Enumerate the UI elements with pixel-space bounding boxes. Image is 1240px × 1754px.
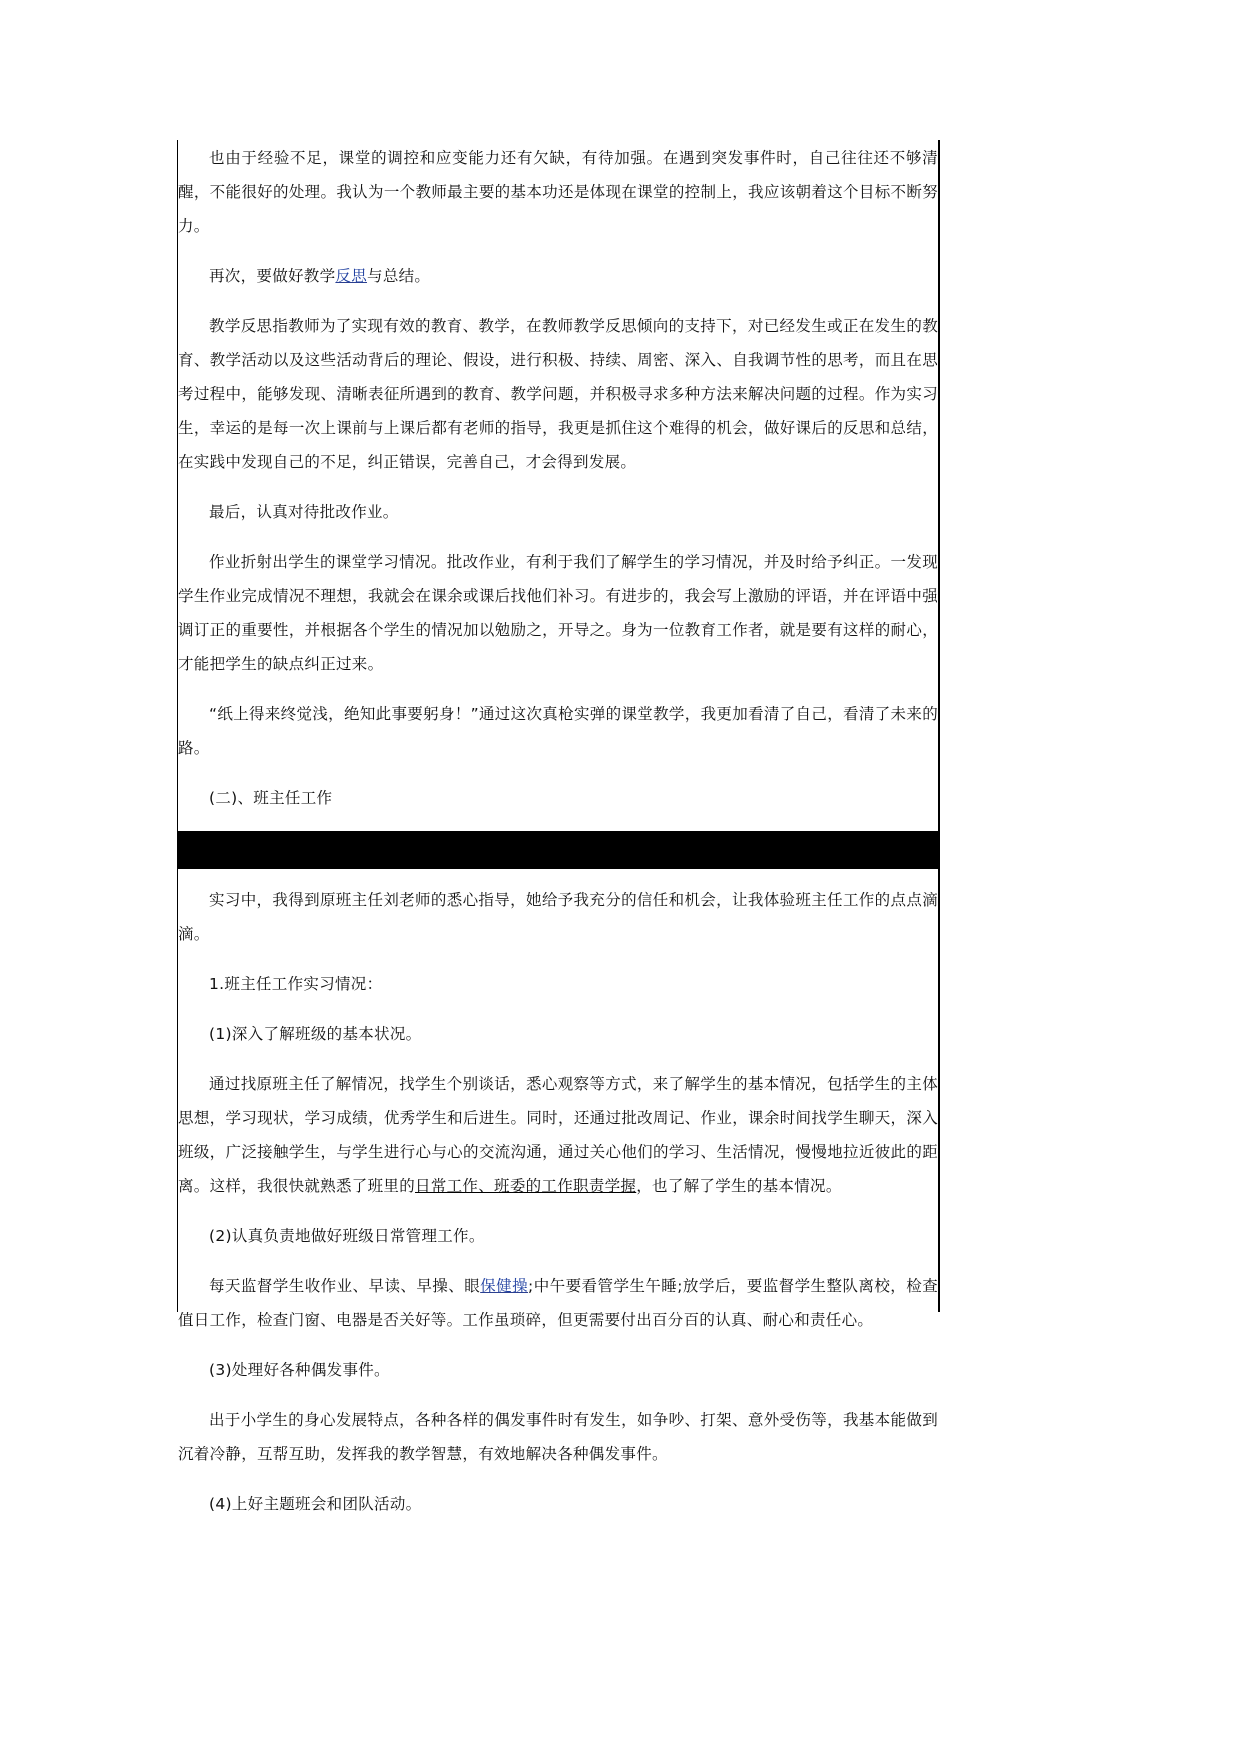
list-item-2: (2)认真负责地做好班级日常管理工作。 <box>209 1227 485 1245</box>
paragraph-15: 出于小学生的身心发展特点，各种各样的偶发事件时有发生，如争吵、打架、意外受伤等，我基本能做到沉着冷静，互帮互助，发挥我的教学智慧，有效地解决各种偶发事件。 <box>178 1411 938 1463</box>
list-item-4: (4)上好主题班会和团队活动。 <box>209 1495 422 1513</box>
section-heading-class-teacher-work: (二)、班主任工作 <box>209 789 333 807</box>
inline-underline: 日常工作、班委的工作职责学握 <box>415 1177 637 1195</box>
paragraph-13: 每天监督学生收作业、早读、早操、眼保健操;中午要看管学生午睡;放学后，要监督学生整队离校，检查值日工作，检查门窗、电器是否关好等。工作虽琐碎，但更需要付出百分百的认真、耐心和责任心。 <box>178 1277 938 1329</box>
inline-link[interactable]: 反思 <box>335 267 368 285</box>
paragraph-4: 最后，认真对待批改作业。 <box>209 503 399 521</box>
list-heading-1: 1.班主任工作实习情况： <box>209 975 383 993</box>
paragraph-11: 通过找原班主任了解情况，找学生个别谈话，悉心观察等方式，来了解学生的基本情况，包括学生的主体思想，学习现状，学习成绩，优秀学生和后进生。同时，还通过批改周记、作业，课余时间找学生聊天，深入班级，广泛接触学生，与学生进行心与心的交流沟通，通过关心他们的学习、生活情况，慢慢地拉近彼此的距离。这样，我很快就熟悉了班里的日常工作、班委的工作职责学握，也了解了学生的基本情况。 <box>178 1075 938 1195</box>
paragraph-6: “纸上得来终觉浅，绝知此事要躬身！”通过这次真枪实弹的课堂教学，我更加看清了自己，看清了未来的路。 <box>178 705 938 757</box>
paragraph-2: 再次，要做好教学反思与总结。 <box>209 267 431 285</box>
paragraph-3: 教学反思指教师为了实现有效的教育、教学，在教师教学反思倾向的支持下，对已经发生或正在发生的教育、教学活动以及这些活动背后的理论、假设，进行积极、持续、周密、深入、自我调节性的思考，而且在思考过程中，能够发现、清晰表征所遇到的教育、教学问题，并积极寻求多种方法来解决问题的过程。作为实习生，幸运的是每一次上课前与上课后都有老师的指导，我更是抓住这个难得的机会，做好课后的反思和总结，在实践中发现自己的不足，纠正错误，完善自己，才会得到发展。 <box>178 317 938 471</box>
page-right-rule <box>938 140 940 1312</box>
paragraph-1: 也由于经验不足，课堂的调控和应变能力还有欠缺，有待加强。在遇到突发事件时，自己往往还不够清醒，不能很好的处理。我认为一个教师最主要的基本功还是体现在课堂的控制上，我应该朝着这个目标不断努力。 <box>178 149 938 235</box>
list-item-1: (1)深入了解班级的基本状况。 <box>209 1025 422 1043</box>
list-item-3: (3)处理好各种偶发事件。 <box>209 1361 390 1379</box>
paragraph-5: 作业折射出学生的课堂学习情况。批改作业，有利于我们了解学生的学习情况，并及时给予纠正。一发现学生作业完成情况不理想，我就会在课余或课后找他们补习。有进步的，我会写上激励的评语，并在评语中强调订正的重要性，并根据各个学生的情况加以勉励之，开导之。身为一位教育工作者，就是要有这样的耐心，才能把学生的缺点纠正过来。 <box>178 553 938 673</box>
paragraph-8: 实习中，我得到原班主任刘老师的悉心指导，她给予我充分的信任和机会，让我体验班主任工作的点点滴滴。 <box>178 891 938 943</box>
inline-link[interactable]: 保健操 <box>480 1277 529 1295</box>
black-redaction-bar <box>178 831 938 869</box>
document-content <box>178 141 938 1537</box>
